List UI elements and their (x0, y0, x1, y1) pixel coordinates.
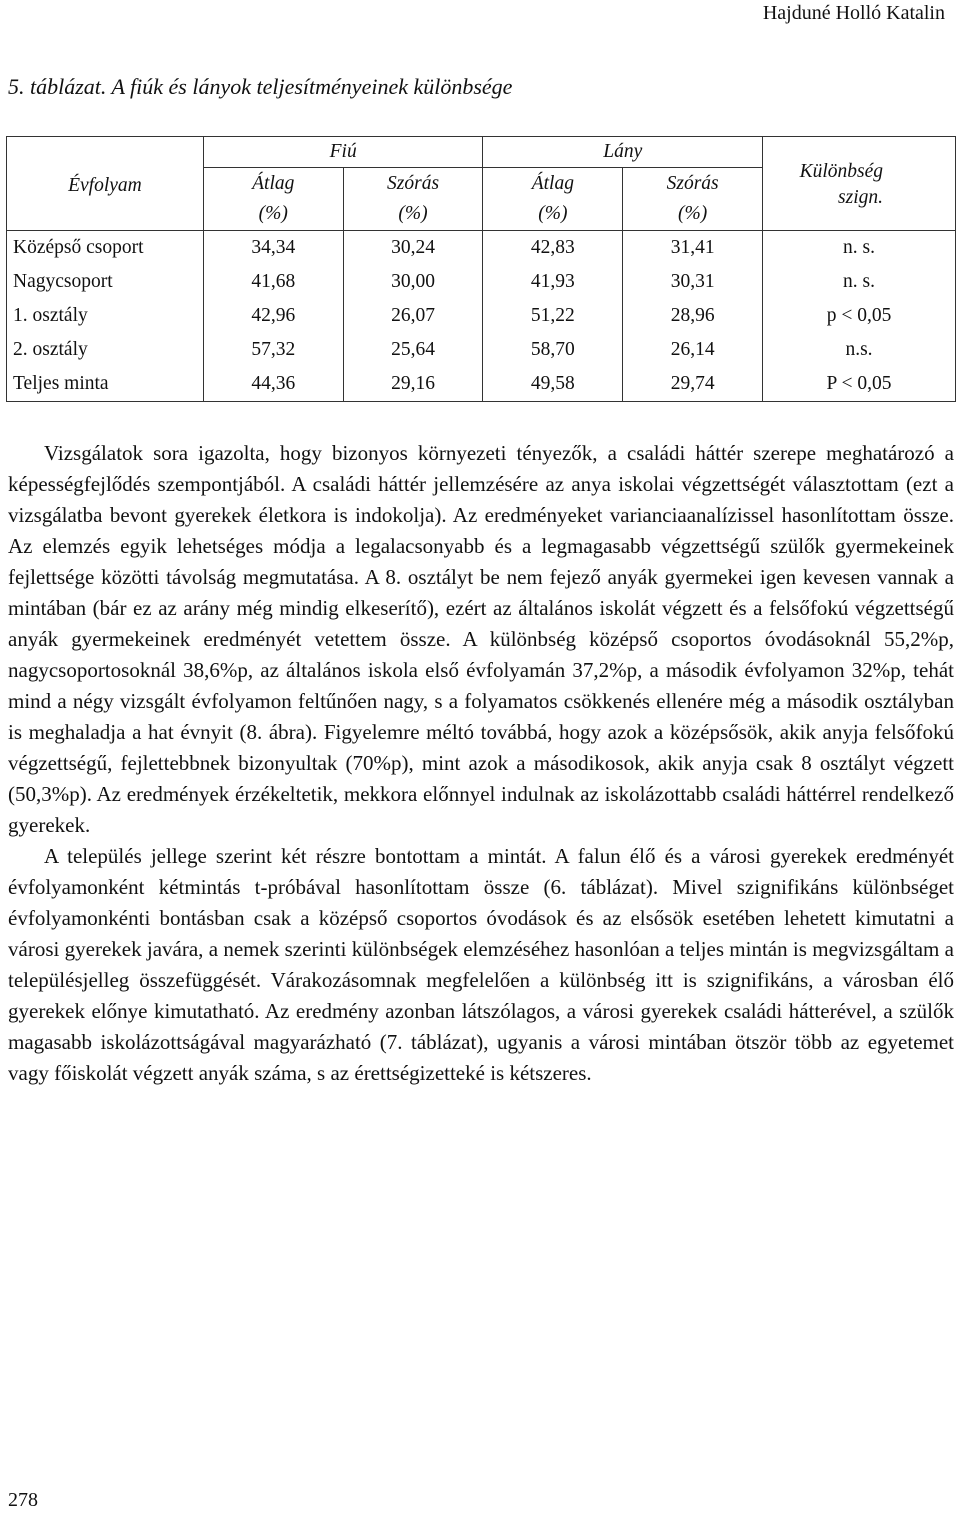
cell-significance: n. s. (763, 265, 956, 299)
cell-girl-mean: 42,83 (483, 231, 623, 266)
cell-boy-sd: 25,64 (343, 333, 483, 367)
cell-boy-mean: 44,36 (203, 367, 343, 402)
table-group-header-row (7, 137, 956, 168)
cell-girl-sd: 29,74 (623, 367, 763, 402)
cell-girl-sd: 26,14 (623, 333, 763, 367)
table-caption: 5. táblázat. A fiúk és lányok teljesítményeinek különbsége (8, 74, 513, 99)
cell-boy-mean: 57,32 (203, 333, 343, 367)
cell-boy-mean: 34,34 (203, 231, 343, 266)
cell-boy-sd: 29,16 (343, 367, 483, 402)
col-header-boy-mean: Átlag (%) (203, 168, 343, 231)
cell-boy-sd: 30,00 (343, 265, 483, 299)
cell-boy-mean: 42,96 (203, 299, 343, 333)
cell-girl-mean: 49,58 (483, 367, 623, 402)
cell-girl-sd: 31,41 (623, 231, 763, 266)
paragraph: Vizsgálatok sora igazolta, hogy bizonyos környezeti tényezők, a családi háttér szerepe meghatározó a képességfejlődés szempontjából. A családi háttér jellemzésére az anya iskolai végzettségét választottam (ezt a vizsgálatba bevont gyerekek életkora is indokolja). Az eredményeket varianciaanalízissel hasonlítottam össze. Az elemzés egyik lehetséges módja a legalacsonyabb és a legmagasabb végzettségű szülők gyermekeinek fejlettsége közötti távolság megmutatása. A 8. osztályt be nem fejező anyák gyermekei igen kevesen vannak a mintában (bár ez az arány még mindig elkeserítő), ezért az általános iskolát végzett és a felsőfokú végzettségű anyák gyermekeinek eredményét vetettem össze. A különbség középső csoportos óvodásoknál 55,2%p, nagycsoportosoknál 38,6%p, az általános iskola első évfolyamán 37,2%p, a második évfolyamon 32%p, tehát mind a négy vizsgált évfolyamon feltűnően nagy, s a folyamatos csökkenés ellenére még a második osztályban is meghaladja a hat évnyit (8. ábra). Figyelemre méltó továbbá, hogy azok a középsősök, akik anyja felsőfokú végzettségű, fejlettebbnek bizonyultak (70%p), mint azok a másodikosok, akik anyja csak 8 osztályt végzett (50,3%p). Az eredmények érzékeltetik, mekkora előnnyel indulnak az iskolázottabb családi háttérrel rendelkező gyerekek. (8, 441, 954, 837)
cell-boy-sd: 30,24 (343, 231, 483, 266)
row-label: Teljes minta (7, 367, 204, 402)
row-label: 2. osztály (7, 333, 204, 367)
cell-boy-mean: 41,68 (203, 265, 343, 299)
cell-boy-sd: 26,07 (343, 299, 483, 333)
col-header-difference: Különbség szign. (763, 137, 956, 231)
cell-girl-sd: 28,96 (623, 299, 763, 333)
cell-girl-mean: 41,93 (483, 265, 623, 299)
paragraph: A település jellege szerint két részre bontottam a mintát. A falun élő és a városi gyerekek eredményét évfolyamonként kétmintás t-próbával hasonlítottam össze (6. táblázat). Mivel szignifikáns különbséget évfolyamonkénti bontásban csak a középső csoportos óvodások és az elsősök esetében lehetett kimutatni a városi gyerekek javára, a nemek szerinti különbségek elemzéséhez hasonlóan a teljes mintán is megvizsgáltam a településjelleg összefüggését. Várakozásomnak megfelelően a különbség itt is szignifikáns, a városban élő gyerekek előnye kimutatható. Az eredmény azonban látszólagos, a városi gyerekek családi hátterével, a szülők magasabb iskolázottságával magyarázható (7. táblázat), ugyanis a városi mintában ötször több az egyetemet vagy főiskolát végzett anyák száma, s az érettségizetteké is kétszeres. (8, 844, 954, 1085)
cell-significance: p < 0,05 (763, 299, 956, 333)
table-row (7, 231, 956, 266)
cell-significance: n.s. (763, 333, 956, 367)
table-row (7, 299, 956, 333)
row-label: Nagycsoport (7, 265, 204, 299)
row-label: Középső csoport (7, 231, 204, 266)
body-text (8, 438, 954, 1089)
cell-girl-mean: 58,70 (483, 333, 623, 367)
table-row (7, 265, 956, 299)
col-header-boy-sd: Szórás (%) (343, 168, 483, 231)
col-header-year: Évfolyam (7, 137, 204, 231)
cell-girl-sd: 30,31 (623, 265, 763, 299)
row-label: 1. osztály (7, 299, 204, 333)
results-table (6, 136, 956, 402)
cell-significance: n. s. (763, 231, 956, 266)
cell-girl-mean: 51,22 (483, 299, 623, 333)
table-row (7, 333, 956, 367)
group-header-girl: Lány (483, 137, 763, 168)
col-header-girl-sd: Szórás (%) (623, 168, 763, 231)
running-head: Hajduné Holló Katalin (762, 2, 945, 24)
cell-significance: P < 0,05 (763, 367, 956, 402)
table-row (7, 367, 956, 402)
group-header-boy: Fiú (203, 137, 483, 168)
page-number: 278 (8, 1489, 38, 1511)
col-header-girl-mean: Átlag (%) (483, 168, 623, 231)
